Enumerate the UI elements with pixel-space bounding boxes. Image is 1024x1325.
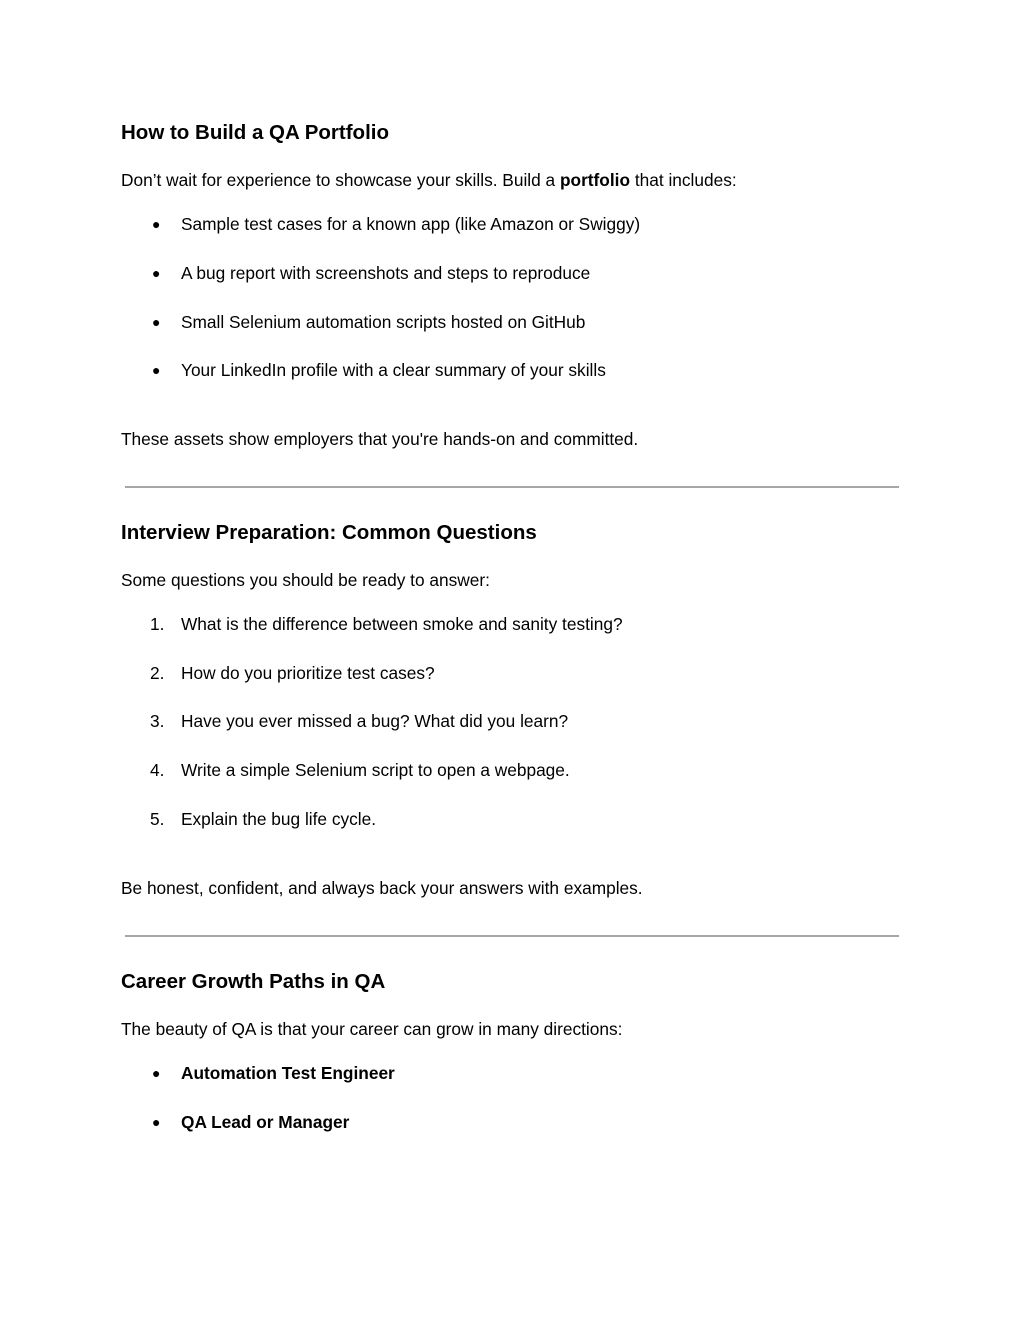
interview-intro-paragraph: Some questions you should be ready to answer: — [121, 570, 490, 590]
numbered-list-item — [0, 613, 900, 635]
bullet-icon: ● — [152, 314, 161, 330]
section-heading-career-growth: Career Growth Paths in QA — [121, 970, 386, 993]
list-item-text: Your LinkedIn profile with a clear summary of your skills — [181, 360, 606, 380]
portfolio-intro-bold: portfolio — [559, 170, 631, 190]
interview-closing-paragraph: Be honest, confident, and always back your answers with examples. — [121, 878, 643, 898]
list-number: 4. — [150, 760, 165, 780]
numbered-list-item — [0, 808, 900, 830]
bullet-icon: ● — [152, 265, 161, 281]
section-divider — [125, 935, 899, 937]
list-number: 5. — [150, 809, 165, 829]
numbered-list-item — [0, 710, 900, 732]
numbered-list-item — [0, 759, 900, 781]
portfolio-intro-text: Don’t wait for experience to showcase your skills. Build a — [121, 170, 560, 190]
list-item — [0, 213, 900, 235]
list-item — [0, 1111, 900, 1133]
list-item-text: A bug report with screenshots and steps to reproduce — [181, 263, 591, 283]
list-item — [0, 1062, 900, 1084]
section-heading-qa-portfolio: How to Build a QA Portfolio — [121, 121, 389, 144]
list-item-text: Write a simple Selenium script to open a webpage. — [181, 760, 570, 780]
bullet-icon: ● — [152, 1114, 161, 1130]
career-intro-paragraph: The beauty of QA is that your career can grow in many directions: — [121, 1019, 623, 1039]
list-item-text: What is the difference between smoke and sanity testing? — [181, 614, 623, 634]
list-number: 2. — [150, 663, 165, 683]
bullet-icon: ● — [152, 216, 161, 232]
section-heading-interview-preparation: Interview Preparation: Common Questions — [121, 521, 537, 544]
list-number: 1. — [150, 614, 165, 634]
portfolio-closing-paragraph: These assets show employers that you're hands-on and committed. — [121, 429, 639, 449]
list-item-text: How do you prioritize test cases? — [181, 663, 435, 683]
list-item — [0, 311, 900, 333]
list-item-text: Automation Test Engineer — [181, 1063, 395, 1083]
list-number: 3. — [150, 711, 165, 731]
numbered-list-item — [0, 662, 900, 684]
list-item-text: Explain the bug life cycle. — [181, 809, 377, 829]
portfolio-intro-paragraph — [121, 169, 737, 191]
list-item-text: Have you ever missed a bug? What did you learn? — [181, 711, 569, 731]
list-item-text: Small Selenium automation scripts hosted on GitHub — [181, 312, 586, 332]
list-item-text: Sample test cases for a known app (like Amazon or Swiggy) — [181, 214, 641, 234]
list-item — [0, 262, 900, 284]
section-divider — [125, 486, 899, 488]
list-item — [0, 359, 900, 381]
bullet-icon: ● — [152, 362, 161, 378]
bullet-icon: ● — [152, 1065, 161, 1081]
list-item-text: QA Lead or Manager — [181, 1112, 350, 1132]
portfolio-intro-text-end: that includes: — [630, 170, 737, 190]
